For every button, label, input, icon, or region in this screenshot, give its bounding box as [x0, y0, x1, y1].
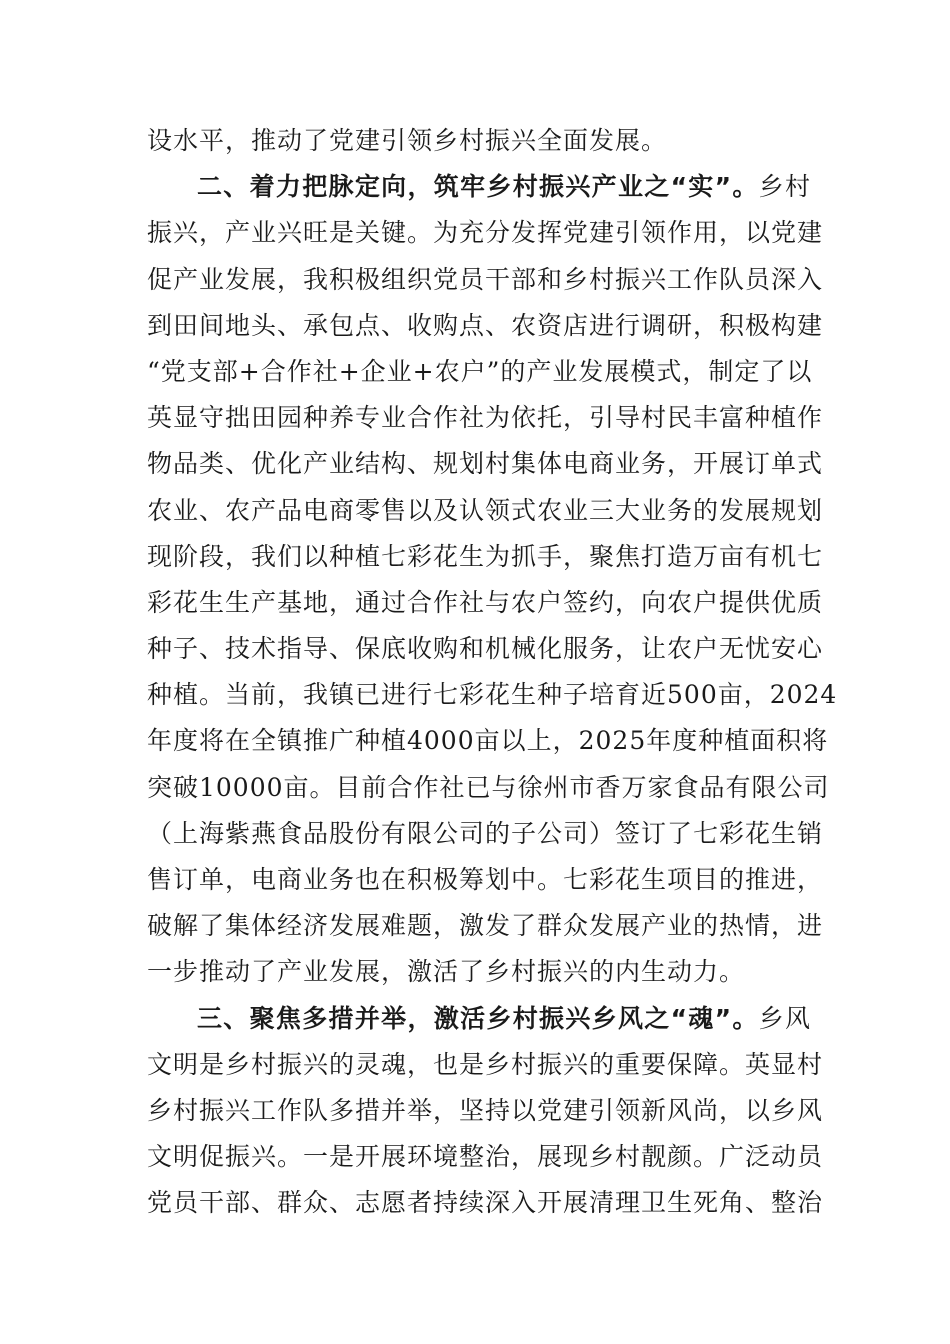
paragraph-line: 年度将在全镇推广种植4000亩以上，2025年度种植面积将	[147, 726, 829, 756]
paragraph-line: 乡村振兴工作队多措并举，坚持以党建引领新风尚，以乡风	[147, 1095, 824, 1125]
paragraph-line: 设水平，推动了党建引领乡村振兴全面发展。	[147, 126, 668, 155]
document-page	[147, 118, 838, 1227]
paragraph-line: 农业、农产品电商零售以及认领式农业三大业务的发展规划	[147, 495, 824, 525]
paragraph-line: 种子、技术指导、保底收购和机械化服务，让农户无忧安心	[147, 634, 824, 664]
paragraph-line: 文明是乡村振兴的灵魂，也是乡村振兴的重要保障。英显村	[147, 1049, 824, 1079]
paragraph-line: 种植。当前，我镇已进行七彩花生种子培育近500亩，2024	[147, 680, 838, 710]
paragraph-line: 现阶段，我们以种植七彩花生为抓手，聚焦打造万亩有机七	[147, 541, 824, 571]
heading-line-rest: 乡风	[758, 1003, 811, 1033]
paragraph-line: 售订单，电商业务也在积极筹划中。七彩花生项目的推进，	[147, 865, 824, 894]
paragraph-line: 党员干部、群众、志愿者持续深入开展清理卫生死角、整治	[147, 1188, 824, 1218]
paragraph-line: （上海紫燕食品股份有限公司的子公司）签订了七彩花生销	[147, 818, 824, 848]
paragraph-line: 促产业发展，我积极组织党员干部和乡村振兴工作队员深入	[147, 264, 824, 294]
paragraph-line: 到田间地头、承包点、收购点、农资店进行调研，积极构建	[147, 310, 824, 340]
paragraph-heading-line	[147, 996, 811, 1042]
paragraph-line: 一步推动了产业发展，激活了乡村振兴的内生动力。	[147, 957, 746, 987]
paragraph-line: 破解了集体经济发展难题，激发了群众发展产业的热情，进	[147, 911, 824, 941]
section-heading-3: 三、聚焦多措并举，激活乡村振兴乡风之“魂”。	[197, 1003, 759, 1033]
paragraph-line: 突破10000亩。目前合作社已与徐州市香万家食品有限公司	[147, 772, 830, 802]
paragraph-line: 英显守拙田园种养专业合作社为依托，引导村民丰富种植作	[147, 403, 824, 433]
heading-line-rest: 乡村	[758, 172, 811, 202]
paragraph-heading-line	[147, 164, 811, 210]
paragraph-line: 振兴，产业兴旺是关键。为充分发挥党建引领作用，以党建	[147, 218, 824, 248]
paragraph-line: 物品类、优化产业结构、规划村集体电商业务，开展订单式	[147, 449, 824, 479]
paragraph-line: 彩花生生产基地，通过合作社与农户签约，向农户提供优质	[147, 587, 824, 617]
paragraph-line: 文明促振兴。一是开展环境整治，展现乡村靓颜。广泛动员	[147, 1142, 824, 1172]
paragraph-line: “党支部+合作社+企业+农户”的产业发展模式，制定了以	[147, 356, 813, 386]
section-heading-2: 二、着力把脉定向，筑牢乡村振兴产业之“实”。	[197, 172, 759, 202]
